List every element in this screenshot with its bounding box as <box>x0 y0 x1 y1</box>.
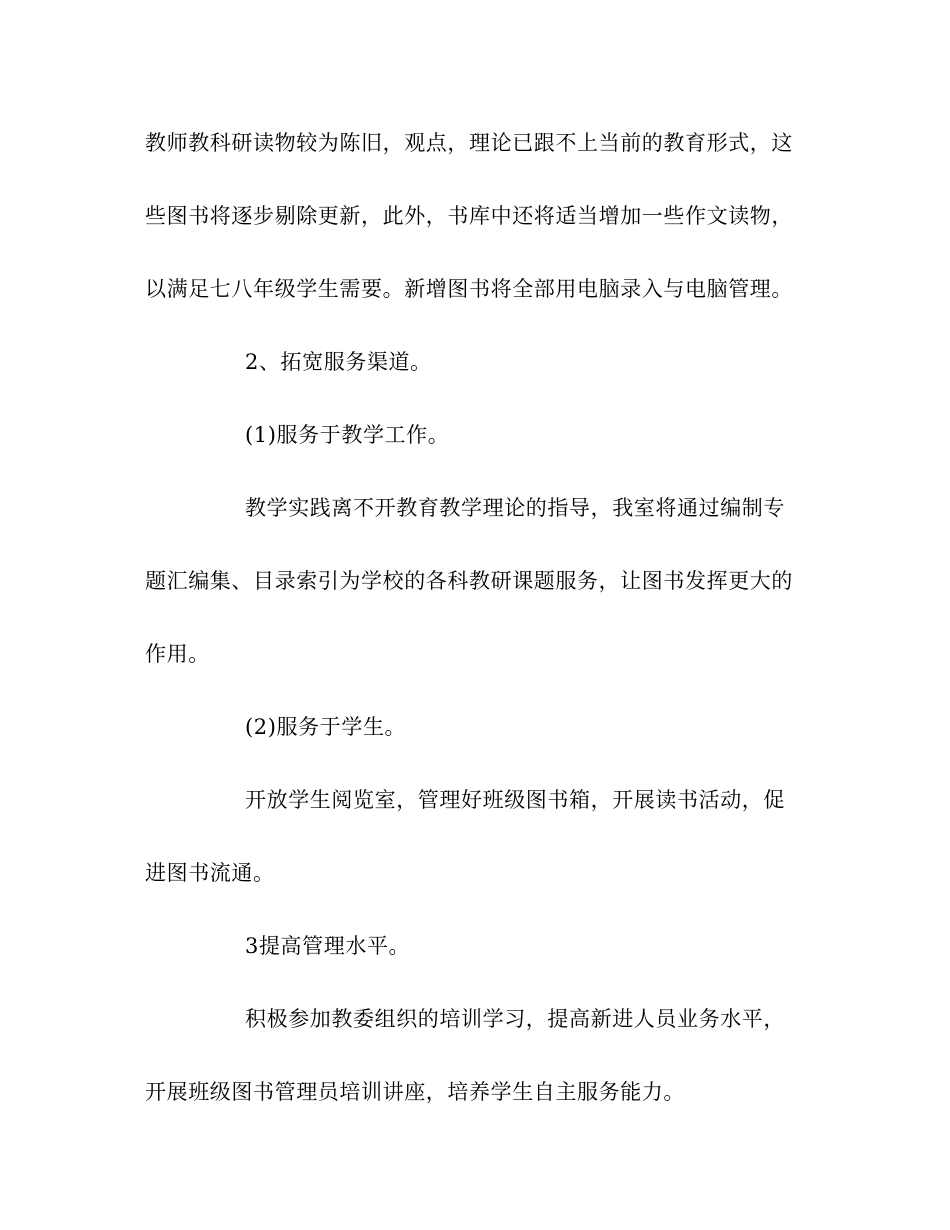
text-line: 开展班级图书管理员培训讲座，培养学生自主服务能力。 <box>145 1080 685 1104</box>
text-line: 积极参加教委组织的培训学习，提高新进人员业务水平， <box>245 1007 785 1031</box>
text-line: 些图书将逐步剔除更新，此外，书库中还将适当增加一些作文读物， <box>145 204 793 228</box>
text-line: 教学实践离不开教育教学理论的指导，我室将通过编制专 <box>245 496 785 520</box>
subsection-heading: (2)服务于学生。 <box>245 715 407 739</box>
subsection-heading: (1)服务于教学工作。 <box>245 423 450 447</box>
text-line: 以满足七八年级学生需要。新增图书将全部用电脑录入与电脑管理。 <box>145 277 793 301</box>
section-heading: 2、拓宽服务渠道。 <box>245 350 432 374</box>
text-line: 作用。 <box>145 642 210 666</box>
text-line: 开放学生阅览室，管理好班级图书箱，开展读书活动，促 <box>245 788 785 812</box>
section-heading: 3提高管理水平。 <box>245 934 411 958</box>
text-line: 进图书流通。 <box>145 861 275 885</box>
text-line: 教师教科研读物较为陈旧，观点，理论已跟不上当前的教育形式，这 <box>145 131 793 155</box>
text-line: 题汇编集、目录索引为学校的各科教研课题服务，让图书发挥更大的 <box>145 569 793 593</box>
